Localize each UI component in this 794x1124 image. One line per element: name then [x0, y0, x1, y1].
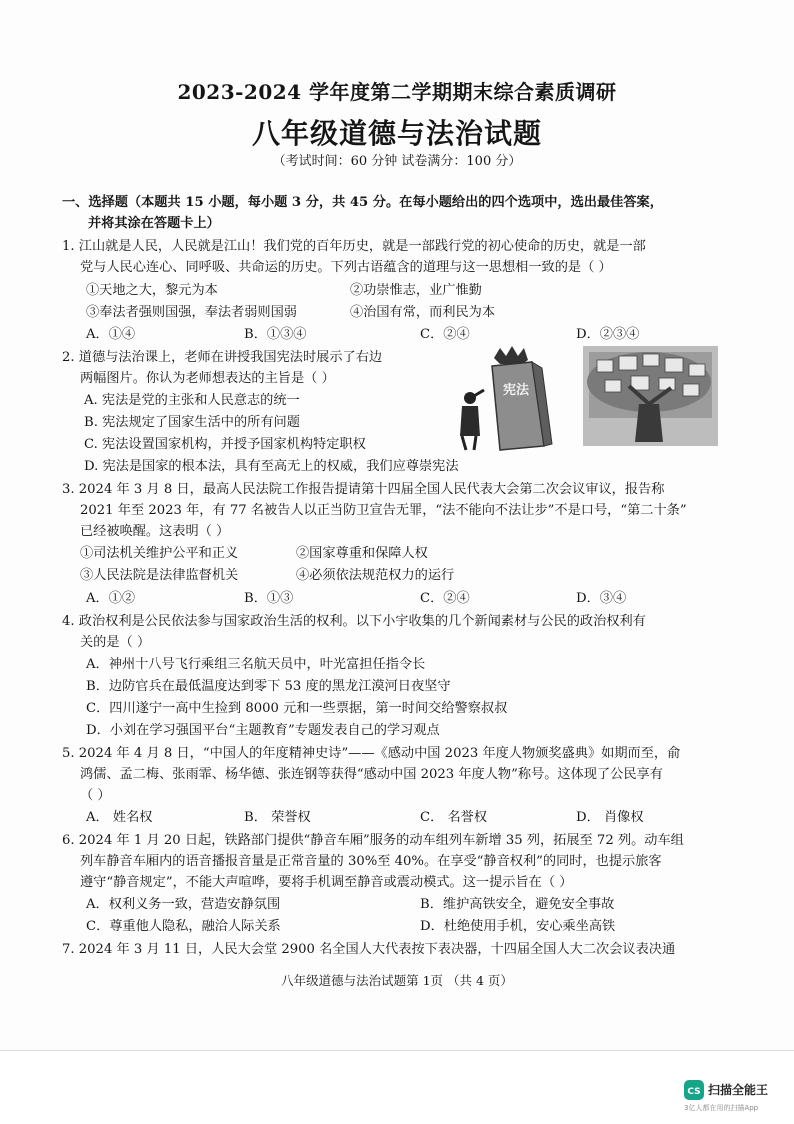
q3-statement-4: ④必须依法规范权力的运行 [296, 568, 455, 583]
q3-option-b: B．①③ [244, 591, 294, 606]
q2-stem-line1: 2. 道德与法治课上，老师在讲授我国宪法时展示了右边 [62, 350, 383, 365]
q3-option-d: D．③④ [576, 591, 627, 606]
q2-stem-line2: 两幅图片。你认为老师想表达的主旨是（ ） [80, 371, 335, 386]
constitution-monument-image [456, 346, 566, 452]
scan-margin [0, 1051, 794, 1124]
q1-option-c: C．②④ [420, 327, 470, 342]
q4-stem-line1: 4. 政治权利是公民依法参与国家政治生活的权利。以下小宇收集的几个新闻素材与公民的政治权利有 [62, 614, 646, 629]
q3-statement-2: ②国家尊重和保障人权 [296, 546, 428, 561]
q2-option-c: C. 宪法设置国家机构，并授予国家机构特定职权 [84, 437, 366, 452]
q6-option-c: C．尊重他人隐私，融洽人际关系 [86, 919, 281, 934]
q3-stem-line2: 2021 年至 2023 年，有 77 名被告人以正当防卫宣告无罪，“法不能向不法让步”不是口号，“第二十条” [80, 503, 687, 518]
q2-option-b: B. 宪法规定了国家生活中的所有问题 [84, 415, 300, 430]
q7-stem-line1: 7. 2024 年 3 月 11 日，人民大会堂 2900 名全国人大代表按下表决器，十四届全国人大二次会议表决通 [62, 942, 676, 957]
q3-stem-line1: 3. 2024 年 3 月 8 日，最高人民法院工作报告提请第十四届全国人民代表大会第二次会议审议，报告称 [62, 482, 665, 497]
tree-houses-image [583, 346, 718, 446]
section-heading: 一、选择题（本题共 15 小题，每小题 3 分，共 45 分。在每小题给出的四个选项中，选出最佳答案， [62, 195, 663, 210]
exam-info: （考试时间：60 分钟 试卷满分：100 分） [272, 154, 522, 169]
q3-statement-1: ①司法机关维护公平和正义 [80, 546, 239, 561]
watermark-tagline: 3亿人都在用的扫描App [684, 1104, 759, 1112]
q1-option-b: B．①③④ [244, 327, 307, 342]
q1-statement-2: ②功崇惟志，业广惟勤 [350, 283, 482, 298]
q1-stem-line2: 党与人民心连心、同呼吸、共命运的历史。下列古语蕴含的道理与这一思想相一致的是（ ） [80, 260, 612, 275]
q1-option-a: A．①④ [86, 327, 136, 342]
q5-stem-line2: 鸿儒、孟二梅、张雨霏、杨华德、张连钢等获得“感动中国 2023 年度人物”称号。这体现了公民享有 [80, 767, 663, 782]
q4-option-b: B．边防官兵在最低温度达到零下 53 度的黑龙江漠河日夜坚守 [86, 679, 451, 694]
q1-statement-4: ④治国有常，而利民为本 [350, 305, 496, 320]
q6-option-a: A．权利义务一致，营造安静氛围 [86, 897, 281, 912]
q5-option-b: B． 荣誉权 [244, 810, 311, 825]
q6-stem-line2: 列车静音车厢内的语音播报音量是正常音量的 30%至 40%。在享受“静音权利”的同时，也提示旅客 [80, 854, 662, 869]
q3-statement-3: ③人民法院是法律监督机关 [80, 568, 239, 583]
q6-stem-line1: 6. 2024 年 1 月 20 日起，铁路部门提供“静音车厢”服务的动车组列车新增 35 列，拓展至 72 列。动车组 [62, 833, 684, 848]
q1-statement-1: ①天地之大，黎元为本 [86, 283, 218, 298]
q1-option-d: D．②③④ [576, 327, 640, 342]
q3-stem-line3: 已经被唤醒。这表明（ ） [80, 524, 230, 539]
q4-option-a: A．神州十八号飞行乘组三名航天员中，叶光富担任指令长 [86, 657, 426, 672]
section-heading-cont: 并将其涂在答题卡上） [88, 216, 220, 231]
q4-option-c: C．四川遂宁一高中生捡到 8000 元和一些票据，第一时间交给警察叔叔 [86, 701, 508, 716]
q3-option-a: A．①② [86, 591, 136, 606]
q4-option-d: D．小刘在学习强国平台“主题教育”专题发表自己的学习观点 [86, 723, 440, 738]
q6-option-d: D．杜绝使用手机，安心乘坐高铁 [420, 919, 616, 934]
q5-option-a: A． 姓名权 [86, 810, 153, 825]
q2-option-a: A. 宪法是党的主张和人民意志的统一 [84, 393, 300, 408]
q5-stem-line3: （ ） [80, 788, 111, 803]
q1-stem-line1: 1. 江山就是人民，人民就是江山！我们党的百年历史，就是一部践行党的初心使命的历史，就是一部 [62, 239, 646, 254]
q4-stem-line2: 关的是（ ） [80, 635, 151, 650]
camscanner-logo-icon [684, 1080, 704, 1100]
q5-option-d: D． 肖像权 [576, 810, 644, 825]
q6-stem-line3: 遵守“静音规定”，不能大声喧哗，要将手机调至静音或震动模式。这一提示旨在（ ） [80, 875, 573, 890]
q5-stem-line1: 5. 2024 年 4 月 8 日，“中国人的年度精神史诗”——《感动中国 2023 年度人物颁奖盛典》如期而至，俞 [62, 746, 681, 761]
svg-text:CS: CS [687, 1087, 701, 1097]
q5-option-c: C． 名誉权 [420, 810, 488, 825]
q1-statement-3: ③奉法者强则国强，奉法者弱则国弱 [86, 305, 297, 320]
page-footer: 八年级道德与法治试题第 1页 （共 4 页） [281, 973, 513, 988]
exam-title: 八年级道德与法治试题 [251, 117, 542, 150]
q6-option-b: B．维护高铁安全，避免安全事故 [420, 897, 615, 912]
monument-label: 宪法 [502, 383, 530, 398]
watermark-brand: 扫描全能王 [708, 1083, 769, 1097]
q2-option-d: D. 宪法是国家的根本法，具有至高无上的权威，我们应尊崇宪法 [84, 459, 459, 474]
term-title: 2023-2024 学年度第二学期期末综合素质调研 [177, 80, 617, 104]
q3-option-c: C．②④ [420, 591, 470, 606]
